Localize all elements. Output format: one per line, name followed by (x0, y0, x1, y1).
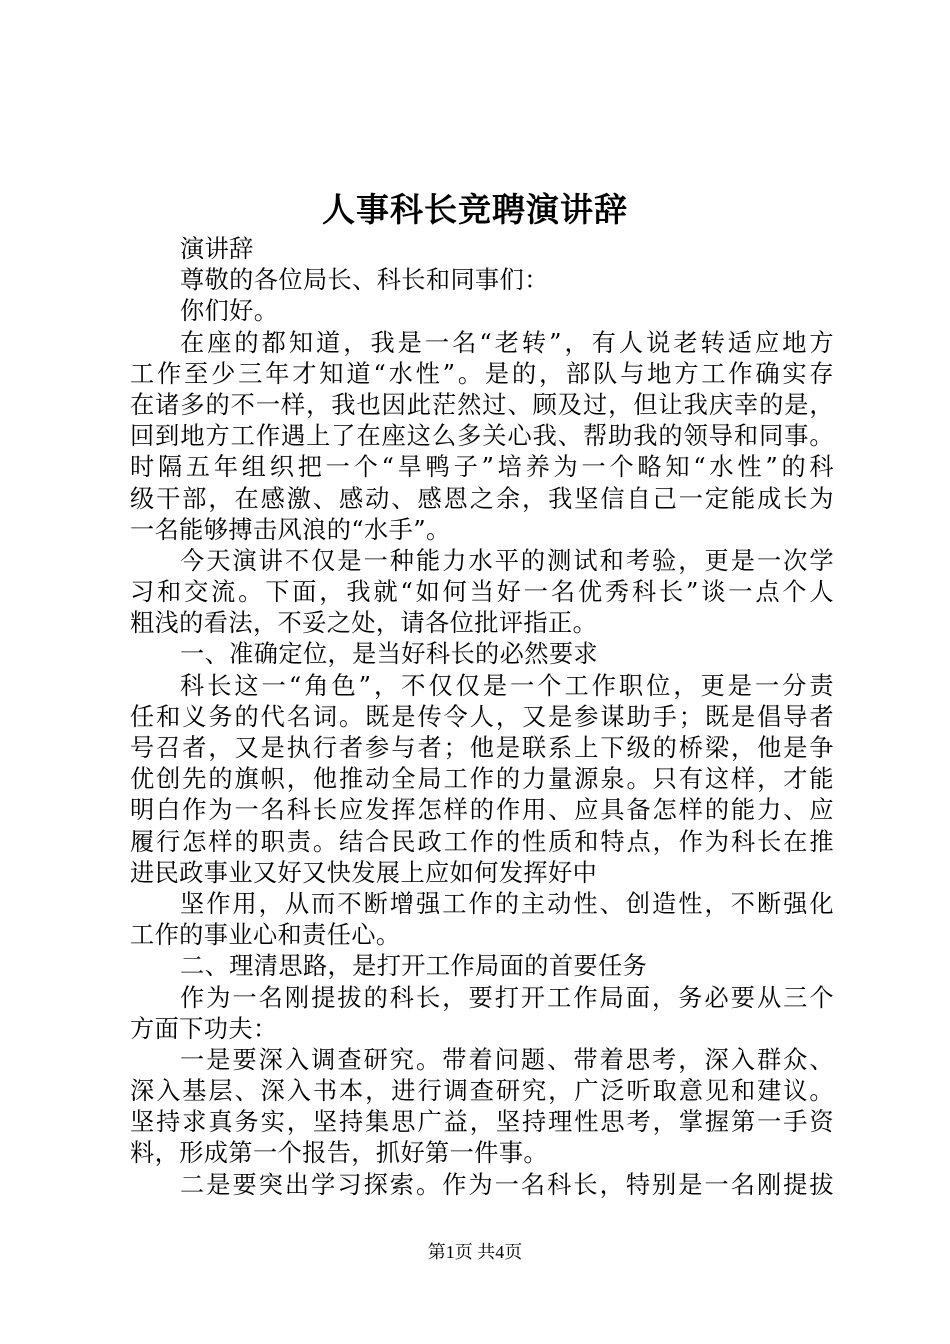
document-body (130, 234, 834, 1201)
text-line: 履行怎样的职责。结合民政工作的性质和特点，作为科长在推 (130, 827, 834, 856)
text-line: 料，形成第一个报告，抓好第一件事。 (130, 1139, 548, 1168)
text-line: 作为一名刚提拔的科长，要打开工作局面，务必要从三个 (180, 983, 834, 1012)
text-line: 方面下功夫： (130, 1014, 278, 1043)
text-line: 回到地方工作遇上了在座这么多关心我、帮助我的领导和同事。 (130, 422, 834, 451)
text-line: 号召者，又是执行者参与者；他是联系上下级的桥梁，他是争 (130, 734, 834, 762)
text-line: 今天演讲不仅是一种能力水平的测试和考验，更是一次学 (180, 546, 834, 575)
text-line: 一是要深入调查研究。带着问题、带着思考，深入群众、 (180, 1045, 834, 1074)
text-line: 二、理清思路，是打开工作局面的首要任务 (180, 952, 648, 981)
text-line: 明白作为一名科长应发挥怎样的作用、应具备怎样的能力、应 (130, 796, 834, 825)
text-line: 进民政事业又好又快发展上应如何发挥好中 (130, 858, 598, 887)
text-line: 在诸多的不一样，我也因此茫然过、顾及过，但让我庆幸的是， (130, 390, 834, 419)
page-footer: 第1页 共4页 (427, 1242, 523, 1262)
text-line: 坚持求真务实，坚持集思广益，坚持理性思考，掌握第一手资 (130, 1108, 834, 1137)
text-line: 时隔五年组织把一个“旱鸭子”培养为一个略知“水性”的科 (130, 453, 834, 482)
text-line: 任和义务的代名词。既是传令人，又是参谋助手；既是倡导者 (130, 702, 834, 731)
document-title: 人事科长竞聘演讲辞 (322, 190, 628, 229)
text-line: 演讲辞 (180, 235, 254, 263)
text-line: 工作的事业心和责任心。 (130, 921, 401, 950)
text-line: 在座的都知道，我是一名“老转”，有人说老转适应地方 (180, 328, 834, 357)
text-line: 科长这一“角色”，不仅仅是一个工作职位，更是一分责 (180, 671, 834, 700)
text-line: 优创先的旗帜，他推动全局工作的力量源泉。只有这样，才能 (130, 765, 834, 794)
text-line: 级干部，在感激、感动、感恩之余，我坚信自己一定能成长为 (130, 484, 834, 513)
text-line: 一名能够搏击风浪的“水手”。 (130, 515, 451, 544)
text-line: 一、准确定位，是当好科长的必然要求 (180, 640, 598, 669)
text-line: 坚作用，从而不断增强工作的主动性、创造性，不断强化 (180, 889, 834, 918)
text-line: 尊敬的各位局长、科长和同事们： (180, 266, 549, 295)
text-line: 工作至少三年才知道“水性”。是的，部队与地方工作确实存 (130, 359, 834, 388)
text-line: 深入基层、深入书本，进行调查研究，广泛听取意见和建议。 (130, 1077, 834, 1106)
text-line: 习和交流。下面，我就“如何当好一名优秀科长”谈一点个人 (130, 578, 834, 607)
text-line: 粗浅的看法，不妥之处，请各位批评指正。 (130, 609, 598, 638)
text-line: 二是要突出学习探索。作为一名科长，特别是一名刚提拔 (180, 1170, 834, 1199)
text-line: 你们好。 (180, 297, 279, 326)
